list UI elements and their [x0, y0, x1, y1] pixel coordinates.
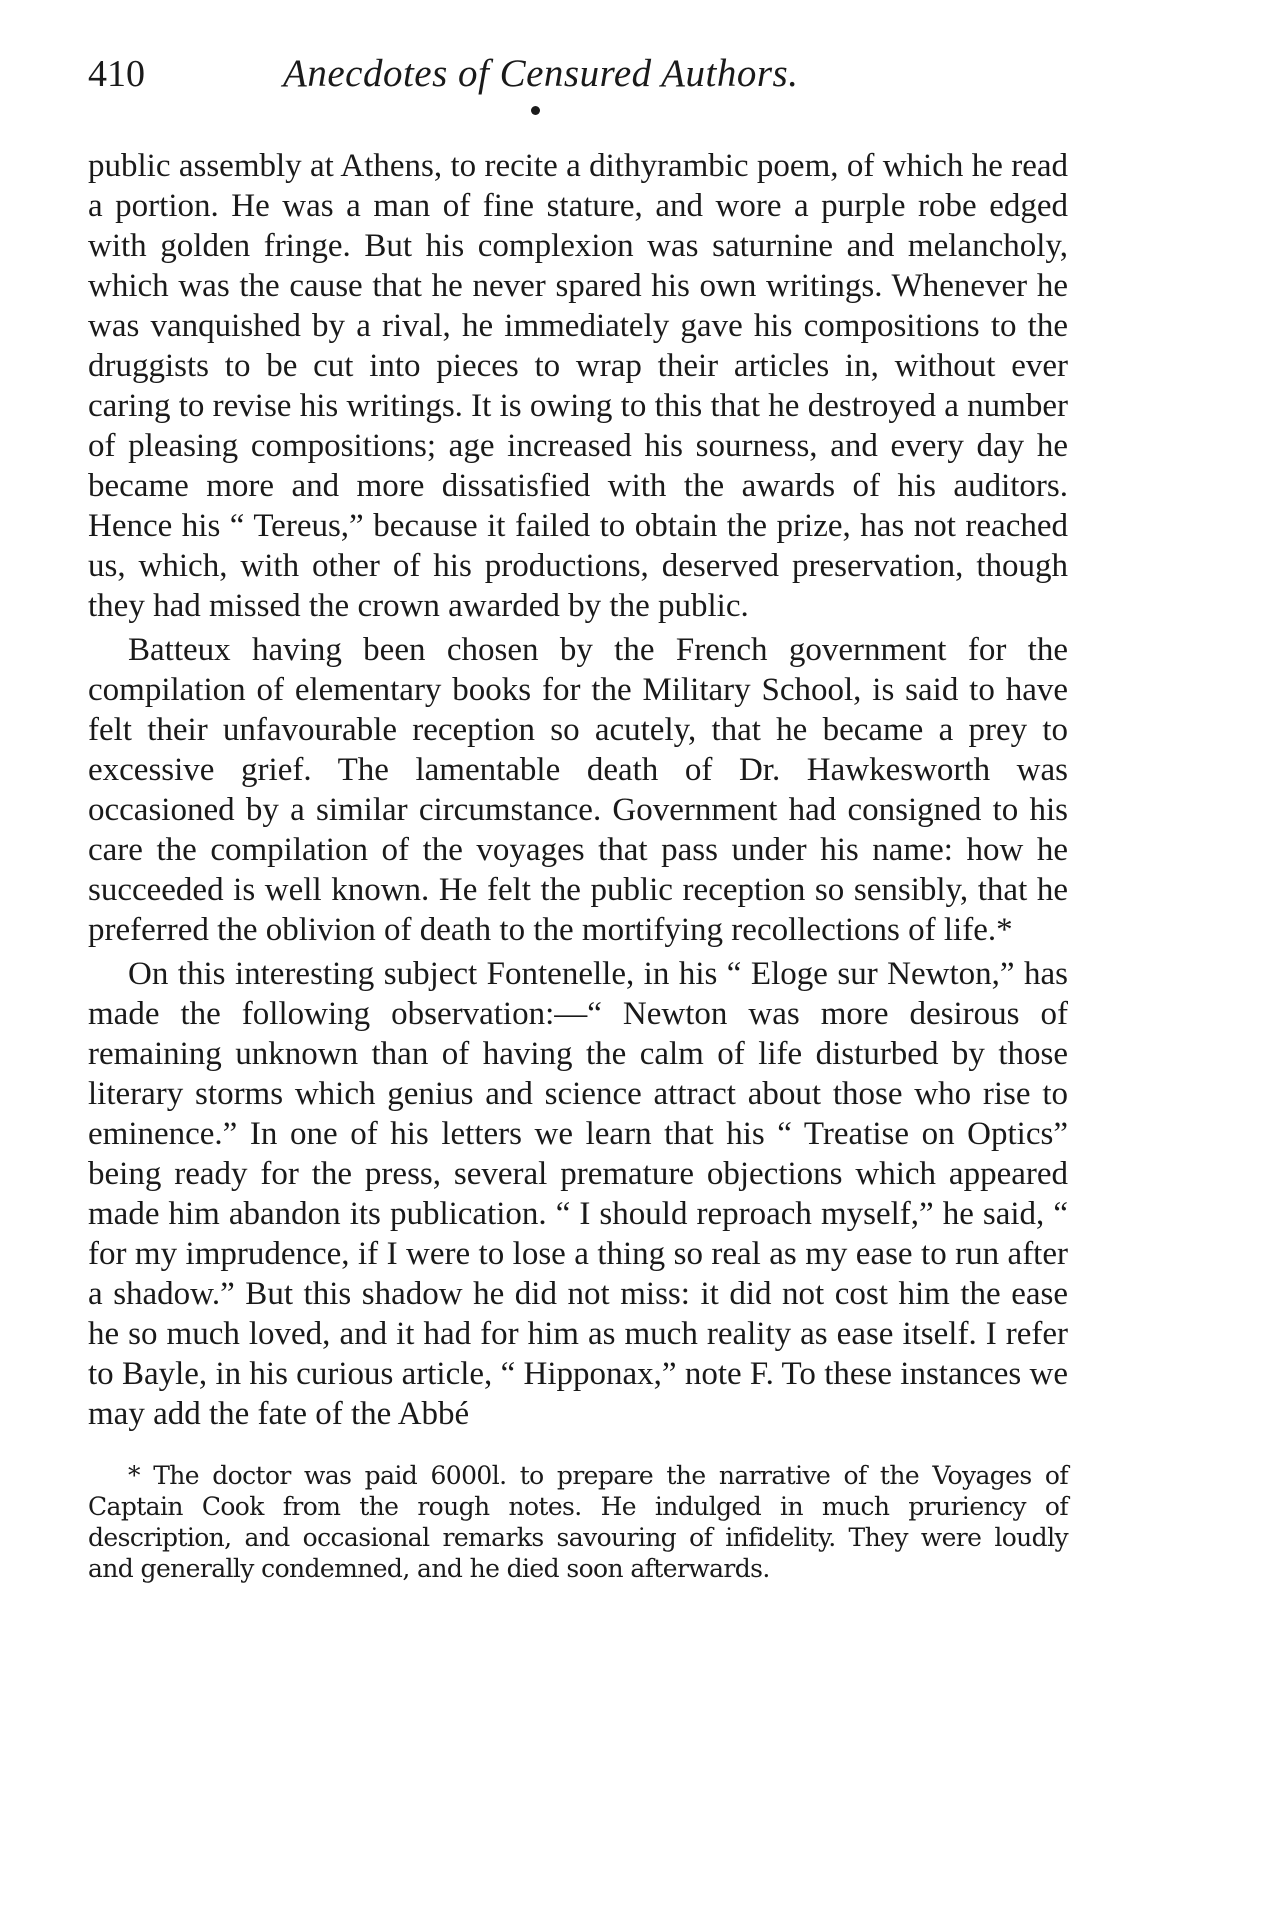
body-text — [88, 146, 1068, 1434]
footnote: * The doctor was paid 6000l. to prepare the narrative of the Voyages of Captain Cook from the rough notes. He indulged in much pruriency of description, and occasional remarks savouring of infidelity. They were loudly and generally condemned, and he died soon afterwards. — [88, 1461, 1068, 1583]
book-page — [88, 50, 1068, 1584]
page-header — [88, 50, 1068, 114]
header-ornament-icon — [531, 106, 540, 115]
page-number: 410 — [88, 53, 145, 95]
paragraph-fontenelle: On this interesting subject Fontenelle, in his “ Eloge sur Newton,” has made the following observation:—“ Newton was more desirous of remaining unknown than of having the calm of life disturbed by those literary storms which genius and science attract about those who rise to eminence.” In one of his letters we learn that his “ Treatise on Optics” being ready for the press, several premature objections which appeared made him abandon its publication. “ I should reproach myself,” he said, “ for my imprudence, if I were to lose a thing so real as my ease to run after a shadow.” But this shadow he did not miss: it did not cost him the ease he so much loved, and it had for him as much reality as ease itself. I refer to Bayle, in his curious article, “ Hipponax,” note F. To these instances we may add the fate of the Abbé — [88, 956, 1068, 1432]
running-title: Anecdotes of Censured Authors. — [283, 52, 799, 95]
paragraph-continued: public assembly at Athens, to recite a dithyrambic poem, of which he read a portion. He was a man of fine stature, and wore a purple robe edged with golden fringe. But his complexion was saturnine and melancholy, which was the cause that he never spared his own writings. Whenever he was vanquished by a rival, he immediately gave his compositions to the druggists to be cut into pieces to wrap their articles in, without ever caring to revise his writings. It is owing to this that he destroyed a number of pleasing compositions; age increased his sourness, and every day he became more and more dissatisfied with the awards of his auditors. Hence his “ Tereus,” because it failed to obtain the prize, has not reached us, which, with other of his productions, deserved preservation, though they had missed the crown awarded by the public. — [88, 148, 1068, 624]
paragraph-batteux: Batteux having been chosen by the French government for the compilation of elementary books for the Military School, is said to have felt their unfavourable reception so acutely, that he became a prey to excessive grief. The lamentable death of Dr. Hawkesworth was occasioned by a similar circumstance. Government had consigned to his care the compilation of the voyages that pass under his name: how he succeeded is well known. He felt the public reception so sensibly, that he preferred the oblivion of death to the mortifying recollections of life.* — [88, 632, 1068, 948]
